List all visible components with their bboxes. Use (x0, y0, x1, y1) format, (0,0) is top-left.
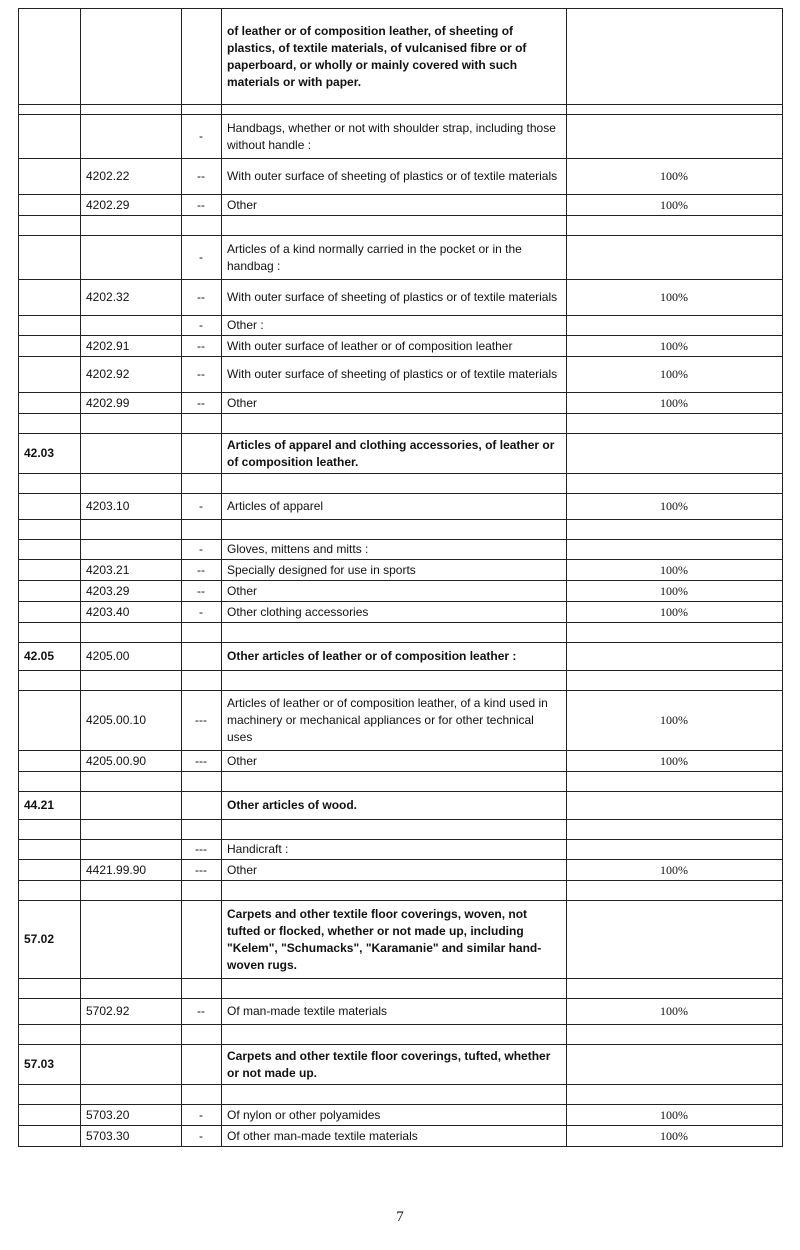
heading-code-cell: 42.05 (19, 643, 81, 671)
rate-cell (567, 820, 783, 840)
tariff-code-cell (81, 434, 182, 474)
level-dash-cell: - (182, 316, 222, 336)
table-row (19, 540, 783, 560)
heading-code-cell (19, 280, 81, 316)
level-dash-cell: -- (182, 195, 222, 216)
rate-cell (567, 434, 783, 474)
table-row (19, 1025, 783, 1045)
description-cell (222, 105, 567, 115)
rate-cell (567, 520, 783, 540)
heading-code-cell (19, 115, 81, 159)
heading-code-cell (19, 820, 81, 840)
rate-cell (567, 643, 783, 671)
description-cell (222, 979, 567, 999)
tariff-code-cell: 4205.00.10 (81, 691, 182, 751)
table-row (19, 772, 783, 792)
level-dash-cell: - (182, 1105, 222, 1126)
table-row (19, 115, 783, 159)
tariff-code-cell (81, 979, 182, 999)
level-dash-cell (182, 1025, 222, 1045)
level-dash-cell (182, 434, 222, 474)
heading-code-cell (19, 357, 81, 393)
description-cell (222, 623, 567, 643)
heading-code-cell: 44.21 (19, 792, 81, 820)
table-row (19, 751, 783, 772)
description-cell (222, 1025, 567, 1045)
tariff-code-cell: 4202.22 (81, 159, 182, 195)
heading-code-cell: 57.02 (19, 901, 81, 979)
description-cell (222, 520, 567, 540)
tariff-code-cell (81, 881, 182, 901)
description-cell (222, 671, 567, 691)
description-cell: Other (222, 581, 567, 602)
heading-code-cell (19, 159, 81, 195)
tariff-code-cell: 4203.21 (81, 560, 182, 581)
tariff-code-cell: 4202.32 (81, 280, 182, 316)
table-row (19, 434, 783, 474)
rate-cell: 100% (567, 999, 783, 1025)
tariff-code-cell: 4203.10 (81, 494, 182, 520)
table-row (19, 1126, 783, 1147)
description-cell: Of nylon or other polyamides (222, 1105, 567, 1126)
tariff-code-cell (81, 772, 182, 792)
level-dash-cell (182, 105, 222, 115)
rate-cell: 100% (567, 159, 783, 195)
rate-cell: 100% (567, 860, 783, 881)
heading-code-cell (19, 236, 81, 280)
rate-cell (567, 474, 783, 494)
heading-code-cell (19, 560, 81, 581)
rate-cell: 100% (567, 494, 783, 520)
heading-code-cell: 42.03 (19, 434, 81, 474)
heading-code-cell (19, 216, 81, 236)
heading-code-cell (19, 1085, 81, 1105)
level-dash-cell (182, 216, 222, 236)
rate-cell: 100% (567, 691, 783, 751)
table-row (19, 820, 783, 840)
rate-cell: 100% (567, 393, 783, 414)
description-cell (222, 881, 567, 901)
rate-cell (567, 540, 783, 560)
table-row (19, 979, 783, 999)
heading-code-cell (19, 1025, 81, 1045)
heading-code-cell (19, 414, 81, 434)
rate-cell (567, 979, 783, 999)
tariff-code-cell: 5703.20 (81, 1105, 182, 1126)
tariff-table-body (19, 9, 783, 1147)
tariff-code-cell (81, 792, 182, 820)
level-dash-cell (182, 820, 222, 840)
heading-code-cell (19, 581, 81, 602)
description-cell: Of man-made textile materials (222, 999, 567, 1025)
description-cell: With outer surface of sheeting of plastics or of textile materials (222, 159, 567, 195)
level-dash-cell: - (182, 602, 222, 623)
level-dash-cell: -- (182, 159, 222, 195)
tariff-code-cell (81, 540, 182, 560)
heading-code-cell (19, 474, 81, 494)
tariff-code-cell (81, 840, 182, 860)
description-cell: With outer surface of sheeting of plastics or of textile materials (222, 357, 567, 393)
description-cell (222, 216, 567, 236)
tariff-code-cell (81, 901, 182, 979)
table-row (19, 105, 783, 115)
tariff-code-cell (81, 474, 182, 494)
rate-cell: 100% (567, 336, 783, 357)
description-cell: Carpets and other textile floor coverings, tufted, whether or not made up. (222, 1045, 567, 1085)
level-dash-cell: - (182, 115, 222, 159)
description-cell: With outer surface of leather or of composition leather (222, 336, 567, 357)
tariff-code-cell (81, 1025, 182, 1045)
description-cell: Other articles of leather or of composition leather : (222, 643, 567, 671)
heading-code-cell (19, 9, 81, 105)
level-dash-cell (182, 979, 222, 999)
heading-code-cell (19, 1105, 81, 1126)
table-row (19, 1045, 783, 1085)
heading-code-cell (19, 316, 81, 336)
tariff-code-cell (81, 9, 182, 105)
description-cell: Other (222, 195, 567, 216)
rate-cell (567, 414, 783, 434)
table-row (19, 581, 783, 602)
table-row (19, 1085, 783, 1105)
rate-cell: 100% (567, 581, 783, 602)
rate-cell (567, 9, 783, 105)
rate-cell: 100% (567, 602, 783, 623)
level-dash-cell (182, 623, 222, 643)
heading-code-cell (19, 1126, 81, 1147)
heading-code-cell (19, 602, 81, 623)
table-row (19, 643, 783, 671)
table-row (19, 236, 783, 280)
tariff-code-cell (81, 820, 182, 840)
tariff-code-cell (81, 216, 182, 236)
level-dash-cell (182, 881, 222, 901)
description-cell: Carpets and other textile floor coverings, woven, not tufted or flocked, whether or not made up, including "Kelem", "Schumacks", "Karamanie" and similar hand-woven rugs. (222, 901, 567, 979)
table-row (19, 792, 783, 820)
table-row (19, 623, 783, 643)
rate-cell (567, 623, 783, 643)
level-dash-cell: --- (182, 691, 222, 751)
heading-code-cell (19, 979, 81, 999)
tariff-code-cell (81, 105, 182, 115)
tariff-code-cell: 5703.30 (81, 1126, 182, 1147)
description-cell: Gloves, mittens and mitts : (222, 540, 567, 560)
rate-cell (567, 792, 783, 820)
table-row (19, 280, 783, 316)
table-row (19, 9, 783, 105)
table-row (19, 195, 783, 216)
table-row (19, 901, 783, 979)
table-row (19, 216, 783, 236)
description-cell: Of other man-made textile materials (222, 1126, 567, 1147)
rate-cell (567, 115, 783, 159)
heading-code-cell (19, 623, 81, 643)
level-dash-cell (182, 1045, 222, 1085)
description-cell: Articles of apparel (222, 494, 567, 520)
level-dash-cell: --- (182, 751, 222, 772)
rate-cell (567, 772, 783, 792)
level-dash-cell: - (182, 236, 222, 280)
tariff-code-cell: 4203.40 (81, 602, 182, 623)
rate-cell (567, 1085, 783, 1105)
description-cell: Articles of apparel and clothing accessories, of leather or of composition leather. (222, 434, 567, 474)
description-cell (222, 414, 567, 434)
level-dash-cell (182, 474, 222, 494)
tariff-code-cell (81, 316, 182, 336)
tariff-code-cell: 4421.99.90 (81, 860, 182, 881)
rate-cell: 100% (567, 560, 783, 581)
table-row (19, 999, 783, 1025)
tariff-code-cell (81, 236, 182, 280)
description-cell: Other (222, 860, 567, 881)
level-dash-cell: -- (182, 280, 222, 316)
table-row (19, 560, 783, 581)
table-row (19, 494, 783, 520)
rate-cell: 100% (567, 751, 783, 772)
rate-cell (567, 840, 783, 860)
heading-code-cell (19, 999, 81, 1025)
table-row (19, 520, 783, 540)
description-cell: of leather or of composition leather, of sheeting of plastics, of textile materials, of vulcanised fibre or of paperboard, or wholly or mainly covered with such materials or with paper. (222, 9, 567, 105)
description-cell: Specially designed for use in sports (222, 560, 567, 581)
tariff-code-cell (81, 520, 182, 540)
heading-code-cell: 57.03 (19, 1045, 81, 1085)
rate-cell: 100% (567, 1126, 783, 1147)
level-dash-cell (182, 671, 222, 691)
tariff-code-cell: 4202.91 (81, 336, 182, 357)
table-row (19, 159, 783, 195)
table-row (19, 336, 783, 357)
level-dash-cell (182, 520, 222, 540)
level-dash-cell (182, 414, 222, 434)
description-cell: Articles of a kind normally carried in the pocket or in the handbag : (222, 236, 567, 280)
tariff-code-cell (81, 1045, 182, 1085)
rate-cell (567, 671, 783, 691)
level-dash-cell (182, 9, 222, 105)
heading-code-cell (19, 881, 81, 901)
table-row (19, 1105, 783, 1126)
description-cell: Other articles of wood. (222, 792, 567, 820)
tariff-code-cell: 4202.29 (81, 195, 182, 216)
rate-cell (567, 901, 783, 979)
heading-code-cell (19, 772, 81, 792)
rate-cell: 100% (567, 1105, 783, 1126)
heading-code-cell (19, 105, 81, 115)
tariff-code-cell: 4205.00 (81, 643, 182, 671)
rate-cell: 100% (567, 357, 783, 393)
level-dash-cell (182, 772, 222, 792)
level-dash-cell: -- (182, 336, 222, 357)
table-row (19, 414, 783, 434)
table-row (19, 474, 783, 494)
tariff-code-cell: 5702.92 (81, 999, 182, 1025)
heading-code-cell (19, 860, 81, 881)
level-dash-cell: --- (182, 860, 222, 881)
level-dash-cell: --- (182, 840, 222, 860)
description-cell: Other clothing accessories (222, 602, 567, 623)
description-cell (222, 820, 567, 840)
table-row (19, 316, 783, 336)
level-dash-cell: - (182, 494, 222, 520)
rate-cell (567, 881, 783, 901)
tariff-code-cell (81, 623, 182, 643)
description-cell: Other (222, 393, 567, 414)
description-cell: Other : (222, 316, 567, 336)
rate-cell: 100% (567, 280, 783, 316)
table-row (19, 602, 783, 623)
table-row (19, 840, 783, 860)
rate-cell (567, 1025, 783, 1045)
rate-cell (567, 316, 783, 336)
description-cell: Handicraft : (222, 840, 567, 860)
page-number: 7 (396, 1209, 404, 1225)
level-dash-cell (182, 643, 222, 671)
tariff-code-cell: 4205.00.90 (81, 751, 182, 772)
rate-cell (567, 216, 783, 236)
heading-code-cell (19, 336, 81, 357)
description-cell (222, 1085, 567, 1105)
tariff-code-cell: 4202.92 (81, 357, 182, 393)
tariff-code-cell: 4203.29 (81, 581, 182, 602)
level-dash-cell: -- (182, 581, 222, 602)
tariff-table (18, 8, 783, 1147)
tariff-code-cell (81, 115, 182, 159)
heading-code-cell (19, 393, 81, 414)
heading-code-cell (19, 520, 81, 540)
rate-cell: 100% (567, 195, 783, 216)
rate-cell (567, 105, 783, 115)
heading-code-cell (19, 195, 81, 216)
level-dash-cell (182, 901, 222, 979)
table-row (19, 357, 783, 393)
heading-code-cell (19, 840, 81, 860)
description-cell (222, 772, 567, 792)
level-dash-cell: -- (182, 393, 222, 414)
table-row (19, 881, 783, 901)
heading-code-cell (19, 494, 81, 520)
rate-cell (567, 236, 783, 280)
rate-cell (567, 1045, 783, 1085)
description-cell: Articles of leather or of composition leather, of a kind used in machinery or mechanical appliances or for other technical uses (222, 691, 567, 751)
level-dash-cell: - (182, 1126, 222, 1147)
level-dash-cell: -- (182, 560, 222, 581)
heading-code-cell (19, 751, 81, 772)
level-dash-cell: - (182, 540, 222, 560)
table-row (19, 860, 783, 881)
level-dash-cell: -- (182, 999, 222, 1025)
description-cell: Handbags, whether or not with shoulder strap, including those without handle : (222, 115, 567, 159)
level-dash-cell (182, 792, 222, 820)
tariff-code-cell: 4202.99 (81, 393, 182, 414)
level-dash-cell (182, 1085, 222, 1105)
description-cell: With outer surface of sheeting of plastics or of textile materials (222, 280, 567, 316)
heading-code-cell (19, 540, 81, 560)
description-cell: Other (222, 751, 567, 772)
tariff-code-cell (81, 671, 182, 691)
tariff-code-cell (81, 1085, 182, 1105)
heading-code-cell (19, 671, 81, 691)
description-cell (222, 474, 567, 494)
tariff-code-cell (81, 414, 182, 434)
heading-code-cell (19, 691, 81, 751)
level-dash-cell: -- (182, 357, 222, 393)
table-row (19, 691, 783, 751)
table-row (19, 671, 783, 691)
table-row (19, 393, 783, 414)
